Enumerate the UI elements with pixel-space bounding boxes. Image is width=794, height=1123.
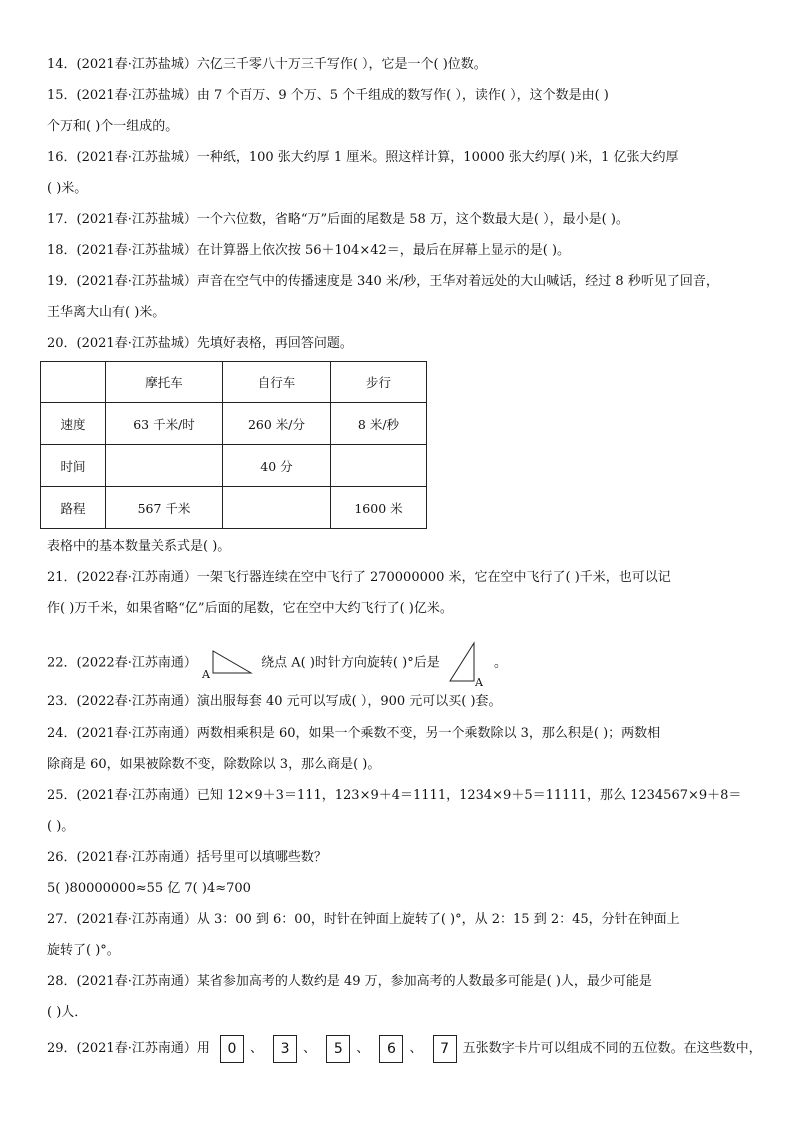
right-triangle-before-icon — [201, 645, 257, 681]
question-22-prefix: 22．(2022春·江苏南通） — [47, 655, 197, 671]
question-29 — [47, 1034, 762, 1064]
separator: 、 — [303, 1041, 317, 1056]
table-row — [41, 487, 427, 529]
question-25: 25．(2021春·江苏南通）已知 12×9＋3＝111，123×9＋4＝1111，1234×9＋5＝11111，那么 1234567×9＋8＝ — [47, 788, 742, 803]
question-15: 15．(2021春·江苏盐城）由 7 个百万、9 个万、5 个千组成的数写作( ），读作( ），这个数是由( ) — [47, 88, 609, 103]
question-21-cont: 作( )万千米，如果省略“亿”后面的尾数，它在空中大约飞行了( )亿米。 — [47, 601, 453, 616]
table-row — [41, 445, 427, 487]
digit-card: 0 — [220, 1035, 244, 1063]
table-cell: 1600 米 — [331, 487, 427, 529]
question-20: 20．(2021春·江苏盐城）先填好表格，再回答问题。 — [47, 336, 353, 351]
question-24: 24．(2021春·江苏南通）两数相乘积是 60，如果一个乘数不变，另一个乘数除以 3，那么积是( )；两数相 — [47, 726, 661, 741]
table-cell: 时间 — [41, 445, 106, 487]
table-cell — [331, 445, 427, 487]
table-header-cell: 自行车 — [223, 362, 331, 403]
table-header-row — [41, 362, 427, 403]
digit-card: 6 — [379, 1035, 403, 1063]
question-14: 14．(2021春·江苏盐城）六亿三千零八十万三千写作( ），它是一个( )位数。 — [47, 57, 487, 72]
table-row — [41, 403, 427, 445]
question-22 — [47, 639, 507, 687]
digit-card: 3 — [273, 1035, 297, 1063]
question-15-cont: 个万和( )个一组成的。 — [47, 119, 179, 134]
table-cell: 8 米/秒 — [331, 403, 427, 445]
table-cell: 40 分 — [223, 445, 331, 487]
question-16-cont: ( )米。 — [47, 181, 88, 196]
question-26: 26．(2021春·江苏南通）括号里可以填哪些数？ — [47, 850, 327, 865]
question-19-cont: 王华离大山有( )米。 — [47, 305, 166, 320]
question-25-cont: ( )。 — [47, 819, 75, 834]
table-cell: 速度 — [41, 403, 106, 445]
question-18: 18．(2021春·江苏盐城）在计算器上依次按 56＋104×42＝，最后在屏幕上显示的是( )。 — [47, 243, 571, 258]
question-29-suffix: 五张数字卡片可以组成不同的五位数。在这些数中， — [462, 1041, 762, 1056]
table-header-cell: 摩托车 — [106, 362, 223, 403]
question-29-prefix: 29．(2021春·江苏南通）用 — [47, 1041, 210, 1056]
question-22-end: 。 — [493, 655, 507, 671]
question-28-cont: ( )人． — [47, 1005, 88, 1020]
question-20-relation: 表格中的基本数量关系式是( )。 — [47, 539, 231, 554]
table-header-cell — [41, 362, 106, 403]
table-cell — [223, 487, 331, 529]
question-28: 28．(2021春·江苏南通）某省参加高考的人数约是 49 万，参加高考的人数最多可能是( )人，最少可能是 — [47, 974, 652, 989]
table-cell: 567 千米 — [106, 487, 223, 529]
question-26-cont: 5( )80000000≈55 亿 7( )4≈700 — [47, 881, 251, 896]
separator: 、 — [356, 1041, 370, 1056]
right-triangle-after-icon — [444, 639, 490, 687]
separator: 、 — [249, 1041, 263, 1056]
question-27-cont: 旋转了( )°。 — [47, 943, 120, 958]
question-21: 21．(2022春·江苏南通）一架飞行器连续在空中飞行了 270000000 米，它在空中飞行了( )千米，也可以记 — [47, 570, 671, 585]
table-cell: 260 米/分 — [223, 403, 331, 445]
table-cell — [106, 445, 223, 487]
point-a-label: A — [201, 668, 210, 681]
speed-time-distance-table — [40, 361, 427, 529]
digit-card: 5 — [326, 1035, 350, 1063]
question-24-cont: 除商是 60，如果被除数不变，除数除以 3，那么商是( )。 — [47, 757, 381, 772]
question-22-text: 绕点 A( )时针方向旋转( )°后是 — [261, 655, 440, 671]
table-header-cell: 步行 — [331, 362, 427, 403]
question-27: 27．(2021春·江苏南通）从 3：00 到 6：00，时针在钟面上旋转了( )°，从 2：15 到 2：45，分针在钟面上 — [47, 912, 680, 927]
point-a-label: A — [474, 676, 483, 687]
question-23: 23．(2022春·江苏南通）演出服每套 40 元可以写成( ），900 元可以买( )套。 — [47, 694, 502, 709]
question-19: 19．(2021春·江苏盐城）声音在空气中的传播速度是 340 米/秒，王华对着远处的大山喊话，经过 8 秒听见了回音， — [47, 274, 719, 289]
separator: 、 — [409, 1041, 423, 1056]
table-cell: 63 千米/时 — [106, 403, 223, 445]
digit-card: 7 — [433, 1035, 457, 1063]
table-cell: 路程 — [41, 487, 106, 529]
question-16: 16．(2021春·江苏盐城）一种纸，100 张大约厚 1 厘米。照这样计算，10000 张大约厚( )米，1 亿张大约厚 — [47, 150, 679, 165]
question-17: 17．(2021春·江苏盐城）一个六位数，省略“万”后面的尾数是 58 万，这个数最大是( ），最小是( )。 — [47, 212, 629, 227]
